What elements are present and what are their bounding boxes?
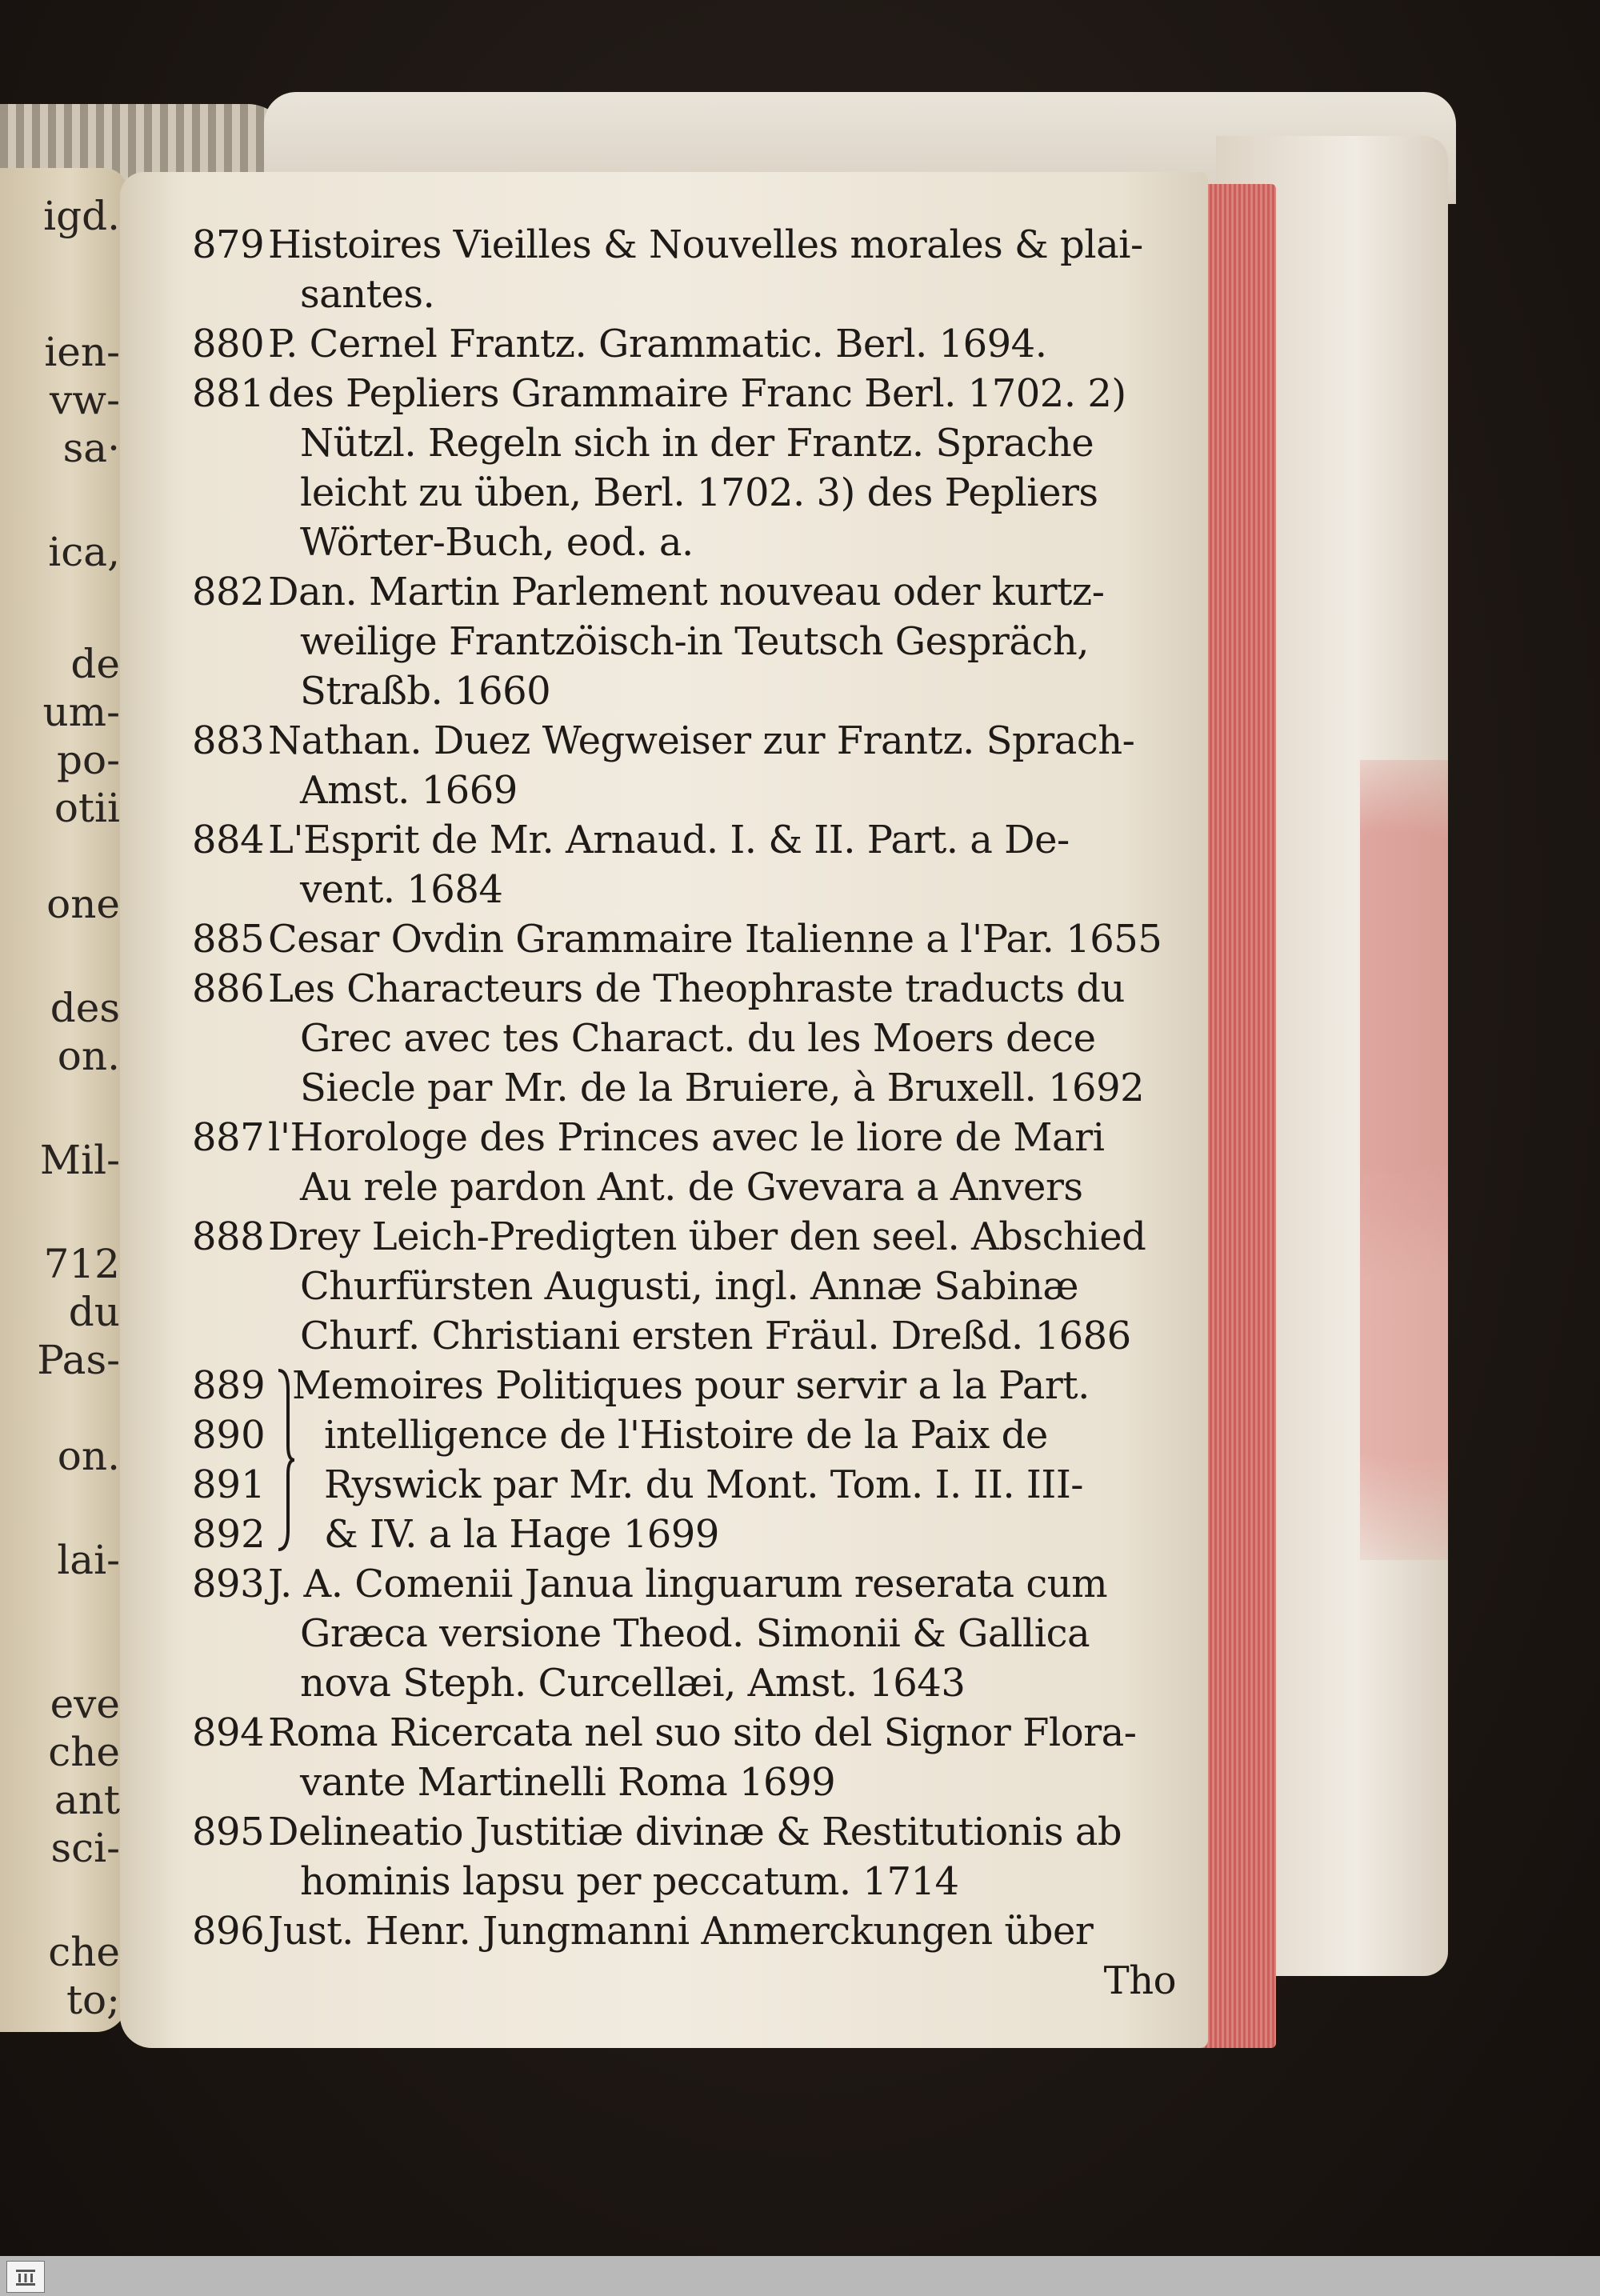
entry-text: Roma Ricercata nel suo sito del Signor Flora- bbox=[268, 1710, 1137, 1755]
entry-line bbox=[192, 1807, 1184, 1857]
entry-text: Les Characteurs de Theophraste traducts du bbox=[268, 966, 1125, 1011]
entry-number: 888 bbox=[192, 1214, 265, 1259]
entry-continuation-line bbox=[192, 418, 1184, 468]
entry-text: Churf. Christiani ersten Fräul. Dreßd. 1686 bbox=[300, 1314, 1131, 1358]
entry-text: Nützl. Regeln sich in der Frantz. Sprache bbox=[300, 421, 1094, 466]
entry-continuation-line bbox=[192, 766, 1184, 815]
left-page-fragment: sa· bbox=[62, 425, 120, 471]
left-page-fragment: ant bbox=[54, 1777, 120, 1823]
library-logo-icon bbox=[6, 2261, 45, 2293]
entry-number: 882 bbox=[192, 570, 265, 614]
entry-text: Cesar Ovdin Grammaire Italienne a l'Par. 1655 bbox=[268, 917, 1162, 962]
left-page-fragment: to; bbox=[66, 1977, 120, 2023]
entry-text: Just. Henr. Jungmanni Anmerckungen über bbox=[268, 1909, 1094, 1954]
left-page-fragment: ien- bbox=[44, 329, 120, 375]
entry-number: 896 bbox=[192, 1909, 265, 1954]
catalogue-entry bbox=[192, 369, 1184, 567]
entry-number: 892 bbox=[192, 1512, 266, 1557]
entry-text: Amst. 1669 bbox=[300, 768, 518, 813]
entry-text: J. A. Comenii Janua linguarum reserata cum bbox=[268, 1562, 1108, 1606]
catalogue-entry bbox=[192, 1708, 1184, 1807]
entry-text: Dan. Martin Parlement nouveau oder kurtz- bbox=[268, 570, 1105, 614]
catalogue-entry bbox=[192, 914, 1184, 964]
entry-text: nova Steph. Curcellæi, Amst. 1643 bbox=[300, 1661, 966, 1706]
entry-text: des Pepliers Grammaire Franc Berl. 1702. 2) bbox=[268, 371, 1126, 416]
catalogue-entry bbox=[192, 1212, 1184, 1361]
entry-text: weilige Frantzöisch-in Teutsch Gespräch, bbox=[300, 619, 1090, 664]
catalogue-entry bbox=[192, 1559, 1184, 1708]
entry-line bbox=[192, 220, 1184, 270]
entry-number: 881 bbox=[192, 371, 265, 416]
left-page-fragment: des bbox=[50, 985, 120, 1031]
entry-number: 879 bbox=[192, 222, 265, 267]
entry-continuation-line bbox=[192, 617, 1184, 666]
catalogue-entry bbox=[192, 319, 1184, 369]
entry-number: 884 bbox=[192, 818, 265, 862]
entry-line bbox=[192, 1708, 1184, 1758]
entry-text: Græca versione Theod. Simonii & Gallica bbox=[300, 1611, 1090, 1656]
marbled-endpaper bbox=[1360, 760, 1448, 1560]
entry-line bbox=[192, 716, 1184, 766]
entry-text: L'Esprit de Mr. Arnaud. I. & II. Part. a De- bbox=[268, 818, 1070, 862]
entry-number: 895 bbox=[192, 1810, 265, 1854]
entry-continuation-line bbox=[192, 270, 1184, 319]
entry-line bbox=[192, 567, 1184, 617]
entry-line bbox=[192, 1559, 1184, 1609]
entry-continuation-line bbox=[192, 1311, 1184, 1361]
left-page-fragment: ica, bbox=[48, 529, 120, 575]
catalogue-entry bbox=[192, 1113, 1184, 1212]
entry-text: Au rele pardon Ant. de Gvevara a Anvers bbox=[300, 1165, 1083, 1210]
entry-line bbox=[192, 914, 1184, 964]
entry-continuation-line bbox=[192, 1063, 1184, 1113]
entry-text: Drey Leich-Predigten über den seel. Abschied bbox=[268, 1214, 1146, 1259]
left-page-fragment: one bbox=[46, 881, 120, 927]
entry-line bbox=[192, 964, 1184, 1014]
entry-number: 885 bbox=[192, 917, 265, 962]
entry-text: Grec avec tes Charact. du les Moers dece bbox=[300, 1016, 1096, 1061]
entry-text: l'Horologe des Princes avec le liore de Mari bbox=[268, 1115, 1105, 1160]
left-facing-page bbox=[0, 168, 128, 2032]
left-page-fragment: che bbox=[48, 1929, 120, 1975]
catalogue-entry bbox=[192, 716, 1184, 815]
entry-text: P. Cernel Frantz. Grammatic. Berl. 1694. bbox=[268, 322, 1047, 366]
entry-line bbox=[192, 815, 1184, 865]
entry-number: 890 bbox=[192, 1413, 266, 1458]
catalogue-entry bbox=[192, 964, 1184, 1113]
library-emblem-icon bbox=[14, 2266, 38, 2287]
left-page-fragment: po- bbox=[56, 737, 120, 783]
entry-text: Delineatio Justitiæ divinæ & Restitutionis ab bbox=[268, 1810, 1122, 1854]
entry-continuation-line bbox=[192, 1609, 1184, 1658]
entry-line: Memoires Politiques pour servir a la Part. bbox=[292, 1363, 1090, 1408]
entry-continuation-line bbox=[192, 1262, 1184, 1311]
entry-continuation-line bbox=[192, 666, 1184, 716]
entry-continuation-line bbox=[192, 1857, 1184, 1906]
entry-number: 894 bbox=[192, 1710, 265, 1755]
entry-number: 889 bbox=[192, 1363, 266, 1408]
left-page-fragment: du bbox=[68, 1289, 120, 1335]
entry-number: 887 bbox=[192, 1115, 265, 1160]
catalogue-entry bbox=[192, 567, 1184, 716]
page-text bbox=[192, 220, 1184, 2006]
entry-continuation-line bbox=[192, 1014, 1184, 1063]
entry-text: Nathan. Duez Wegweiser zur Frantz. Sprach- bbox=[268, 718, 1135, 763]
entry-text: leicht zu üben, Berl. 1702. 3) des Pepliers bbox=[300, 470, 1098, 515]
entry-line bbox=[192, 319, 1184, 369]
catalogue-entry bbox=[192, 1807, 1184, 1906]
left-page-fragment: eve bbox=[50, 1681, 120, 1727]
red-page-edge bbox=[1200, 184, 1276, 2048]
entry-text: Straßb. 1660 bbox=[300, 669, 551, 714]
entry-number: 880 bbox=[192, 322, 265, 366]
entry-continuation-line bbox=[192, 518, 1184, 567]
entry-number: 883 bbox=[192, 718, 265, 763]
entry-continuation-line bbox=[192, 1658, 1184, 1708]
left-page-fragment: de bbox=[70, 641, 120, 687]
catchword: Tho bbox=[1103, 1958, 1176, 2003]
entry-text: Wörter-Buch, eod. a. bbox=[300, 520, 694, 565]
entry-text: vante Martinelli Roma 1699 bbox=[300, 1760, 836, 1805]
entry-line bbox=[192, 1212, 1184, 1262]
catalogue-entry bbox=[192, 220, 1184, 319]
left-page-fragment: on. bbox=[57, 1433, 120, 1479]
left-page-fragment: on. bbox=[57, 1033, 120, 1079]
entry-number: 891 bbox=[192, 1462, 266, 1507]
left-page-fragment: igd. bbox=[43, 193, 120, 239]
catalogue-page bbox=[120, 172, 1208, 2048]
left-page-fragment: sci- bbox=[50, 1825, 120, 1871]
entry-continuation-line bbox=[192, 1162, 1184, 1212]
entry-text: Histoires Vieilles & Nouvelles morales & plai- bbox=[268, 222, 1143, 267]
footer-strip bbox=[0, 2256, 1600, 2296]
entry-text: vent. 1684 bbox=[300, 867, 503, 912]
left-page-fragment: 712 bbox=[43, 1241, 120, 1287]
entry-text: Churfürsten Augusti, ingl. Annæ Sabinæ bbox=[300, 1264, 1078, 1309]
entry-number: 893 bbox=[192, 1562, 265, 1606]
left-page-fragment: lai- bbox=[57, 1537, 120, 1583]
entry-text: Siecle par Mr. de la Bruiere, à Bruxell. 1692 bbox=[300, 1066, 1145, 1110]
left-page-fragment: vw- bbox=[50, 377, 120, 423]
entry-continuation-line bbox=[192, 865, 1184, 914]
entry-line bbox=[192, 1113, 1184, 1162]
entry-line: & IV. a la Hage 1699 bbox=[324, 1512, 719, 1557]
entry-line bbox=[192, 369, 1184, 418]
entry-text: santes. bbox=[300, 272, 435, 317]
entry-line: Ryswick par Mr. du Mont. Tom. I. II. III- bbox=[324, 1462, 1083, 1507]
catalogue-entry bbox=[192, 815, 1184, 914]
entry-line bbox=[192, 1906, 1184, 1956]
entry-number: 886 bbox=[192, 966, 265, 1011]
left-page-fragment: Pas- bbox=[37, 1337, 120, 1383]
left-page-fragment: otii bbox=[54, 785, 120, 831]
catalogue-entry bbox=[192, 1906, 1184, 1956]
entry-line: intelligence de l'Histoire de la Paix de bbox=[324, 1413, 1048, 1458]
entry-continuation-line bbox=[192, 1758, 1184, 1807]
grouped-catalogue-entry bbox=[192, 1361, 1184, 1559]
entry-text: hominis lapsu per peccatum. 1714 bbox=[300, 1859, 959, 1904]
left-page-fragment: che bbox=[48, 1729, 120, 1775]
left-page-fragment: Mil- bbox=[39, 1137, 120, 1183]
entry-continuation-line bbox=[192, 468, 1184, 518]
left-page-fragment: um- bbox=[42, 689, 120, 735]
